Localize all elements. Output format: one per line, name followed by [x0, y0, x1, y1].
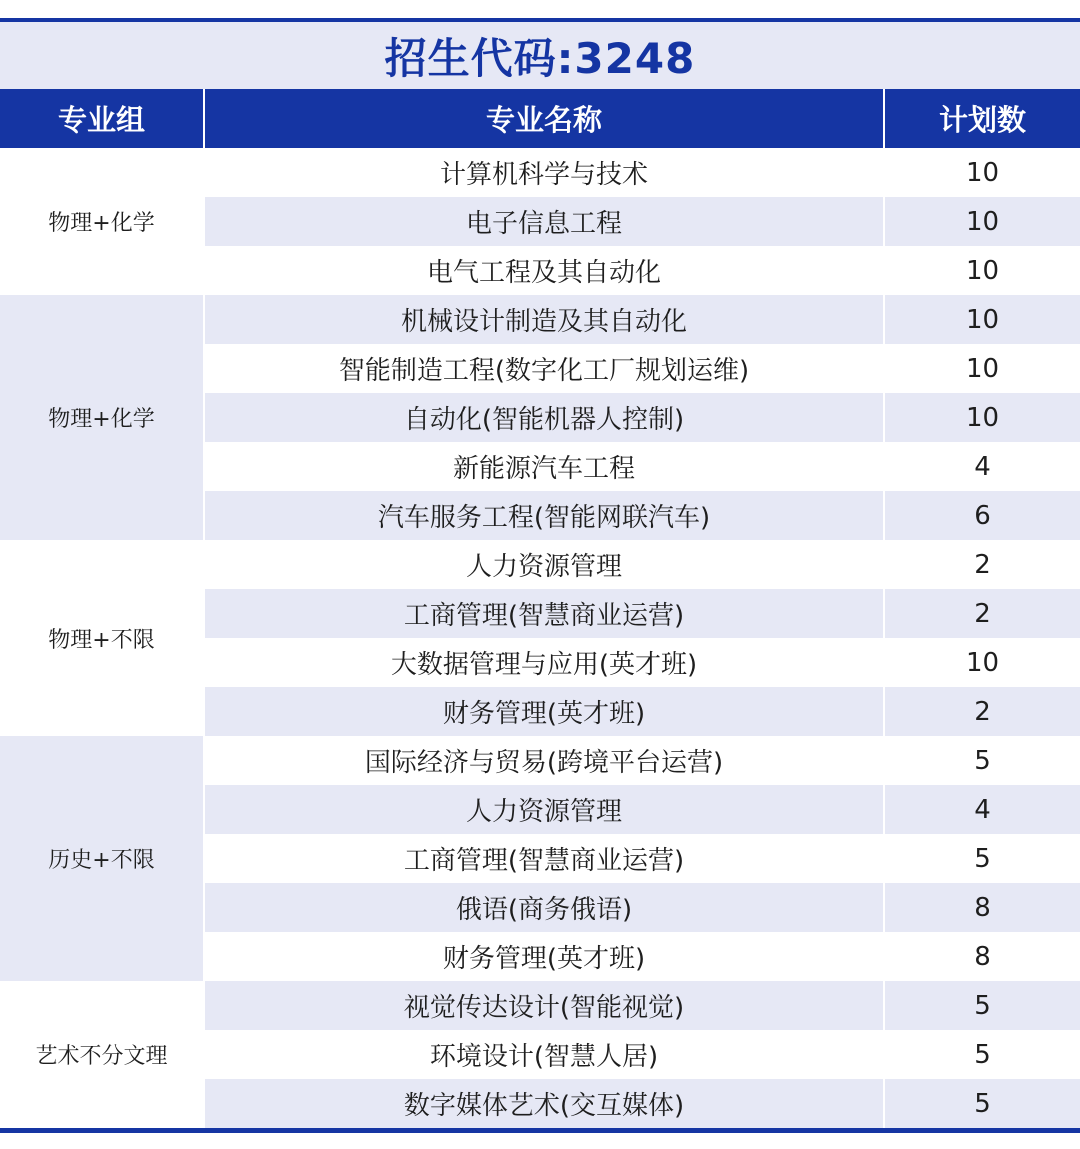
- header-group: 专业组: [0, 89, 204, 148]
- major-cell: 工商管理(智慧商业运营): [204, 589, 884, 638]
- plan-table: [0, 89, 1080, 1128]
- group-cell: 物理+化学: [0, 295, 204, 540]
- title-bar: [0, 22, 1080, 89]
- major-cell: 人力资源管理: [204, 540, 884, 589]
- table-body: [0, 148, 1080, 1128]
- header-row: [0, 89, 1080, 148]
- major-cell: 财务管理(英才班): [204, 687, 884, 736]
- count-cell: 5: [884, 1079, 1080, 1128]
- count-cell: 10: [884, 148, 1080, 197]
- major-cell: 电子信息工程: [204, 197, 884, 246]
- table-row: [0, 981, 1080, 1030]
- count-cell: 2: [884, 687, 1080, 736]
- count-cell: 10: [884, 344, 1080, 393]
- major-cell: 计算机科学与技术: [204, 148, 884, 197]
- count-cell: 5: [884, 1030, 1080, 1079]
- header-major: 专业名称: [204, 89, 884, 148]
- major-cell: 机械设计制造及其自动化: [204, 295, 884, 344]
- admission-plan-card: [0, 18, 1080, 1133]
- table-row: [0, 540, 1080, 589]
- count-cell: 10: [884, 295, 1080, 344]
- group-cell: 历史+不限: [0, 736, 204, 981]
- table-row: [0, 295, 1080, 344]
- table-row: [0, 148, 1080, 197]
- count-cell: 2: [884, 589, 1080, 638]
- count-cell: 10: [884, 197, 1080, 246]
- major-cell: 新能源汽车工程: [204, 442, 884, 491]
- bottom-rule: [0, 1128, 1080, 1133]
- major-cell: 大数据管理与应用(英才班): [204, 638, 884, 687]
- major-cell: 环境设计(智慧人居): [204, 1030, 884, 1079]
- major-cell: 汽车服务工程(智能网联汽车): [204, 491, 884, 540]
- major-cell: 智能制造工程(数字化工厂规划运维): [204, 344, 884, 393]
- count-cell: 10: [884, 393, 1080, 442]
- count-cell: 10: [884, 246, 1080, 295]
- count-cell: 2: [884, 540, 1080, 589]
- count-cell: 8: [884, 883, 1080, 932]
- page-title: 招生代码:3248: [384, 33, 696, 83]
- count-cell: 5: [884, 736, 1080, 785]
- major-cell: 人力资源管理: [204, 785, 884, 834]
- count-cell: 5: [884, 981, 1080, 1030]
- group-cell: 艺术不分文理: [35, 1044, 168, 1069]
- count-cell: 4: [884, 442, 1080, 491]
- group-cell: 物理+不限: [48, 627, 155, 653]
- count-cell: 10: [884, 638, 1080, 687]
- count-cell: 5: [884, 834, 1080, 883]
- table-row: [0, 736, 1080, 785]
- group-cell: 物理+化学: [48, 211, 155, 236]
- major-cell: 视觉传达设计(智能视觉): [204, 981, 884, 1030]
- table-header: [0, 89, 1080, 148]
- major-cell: 工商管理(智慧商业运营): [204, 834, 884, 883]
- major-cell: 国际经济与贸易(跨境平台运营): [204, 736, 884, 785]
- count-cell: 8: [884, 932, 1080, 981]
- major-cell: 财务管理(英才班): [204, 932, 884, 981]
- major-cell: 电气工程及其自动化: [204, 246, 884, 295]
- major-cell: 数字媒体艺术(交互媒体): [204, 1079, 884, 1128]
- count-cell: 4: [884, 785, 1080, 834]
- major-cell: 俄语(商务俄语): [204, 883, 884, 932]
- count-cell: 6: [884, 491, 1080, 540]
- header-count: 计划数: [884, 89, 1080, 148]
- major-cell: 自动化(智能机器人控制): [204, 393, 884, 442]
